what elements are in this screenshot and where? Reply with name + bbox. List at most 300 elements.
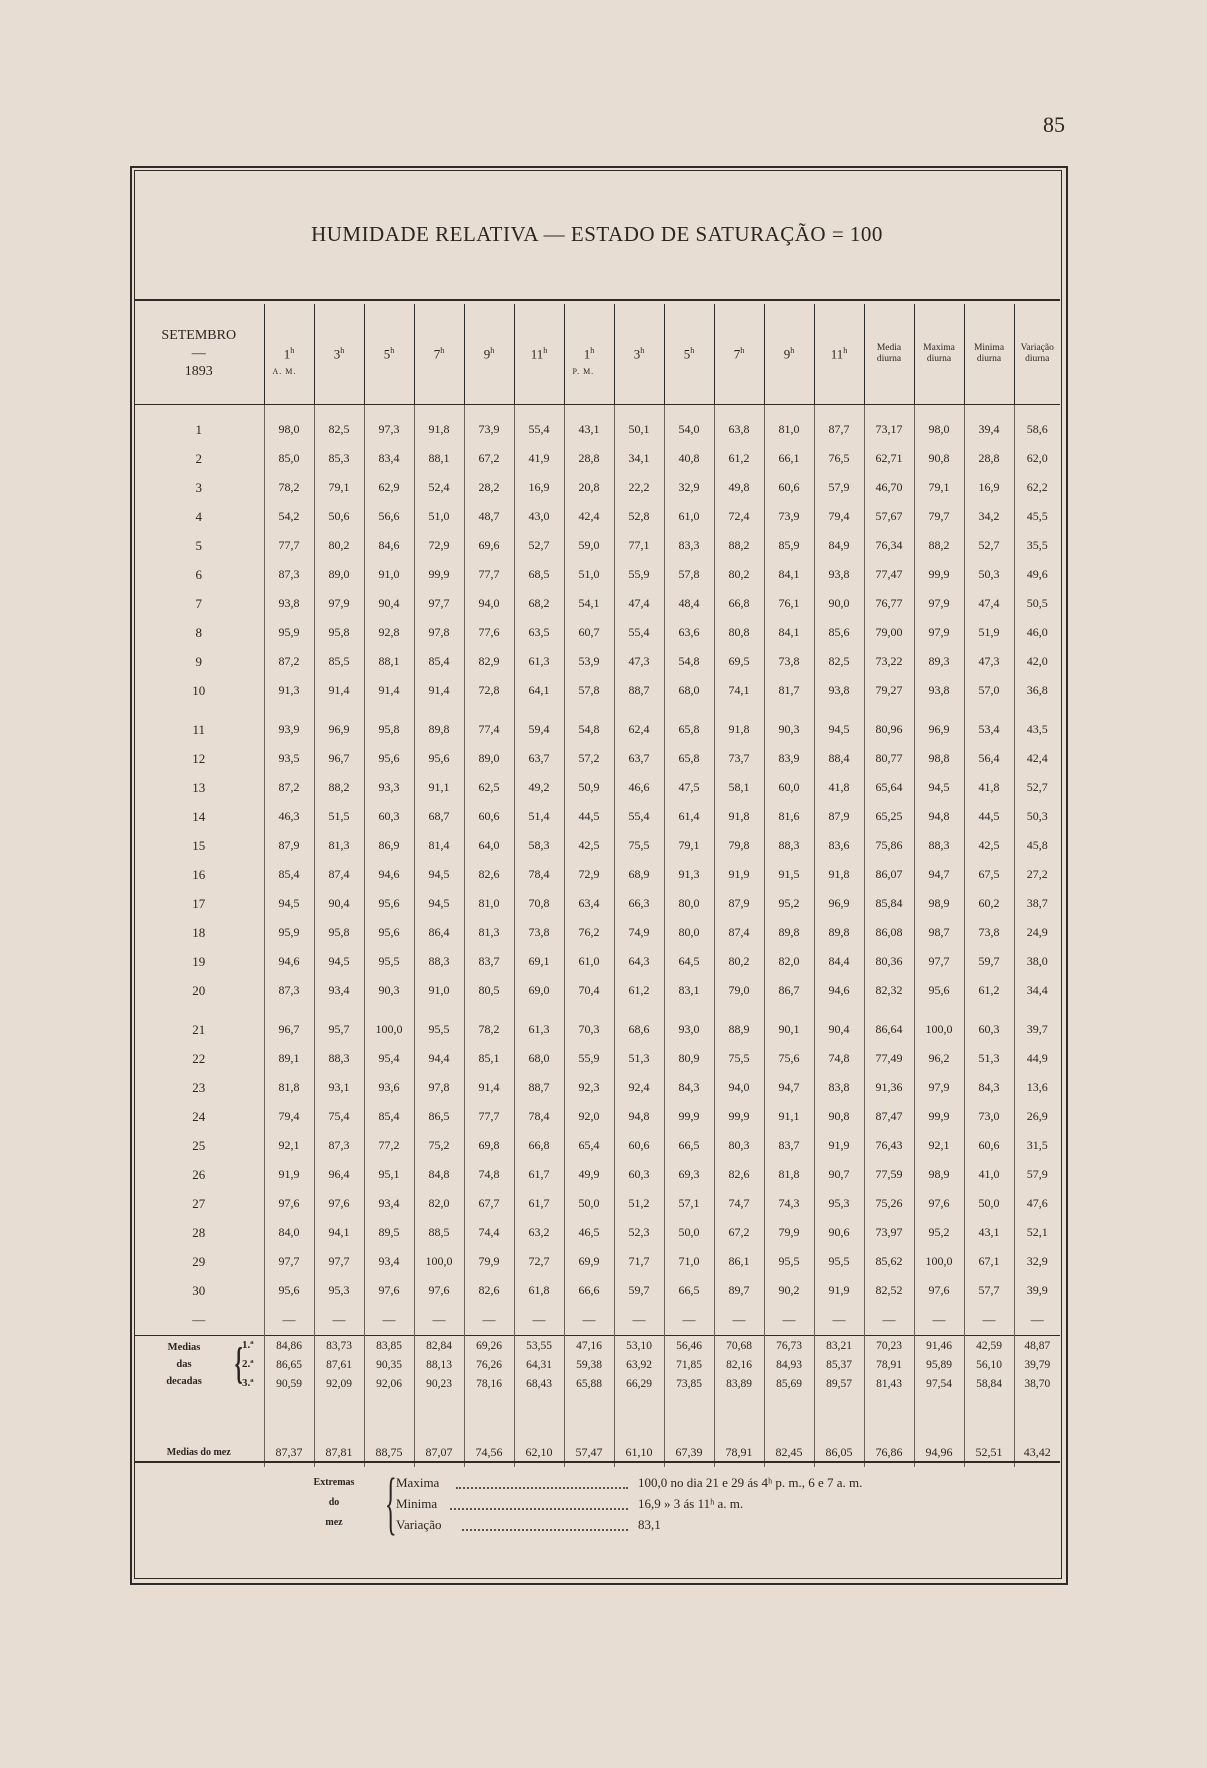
decade-value: 95,89 bbox=[914, 1355, 964, 1374]
data-cell: 80,5 bbox=[464, 976, 514, 1005]
data-cell: 55,4 bbox=[614, 618, 664, 647]
data-cell: 75,5 bbox=[614, 831, 664, 860]
spacer-cell bbox=[514, 1005, 564, 1015]
data-cell: 41,8 bbox=[814, 773, 864, 802]
data-cell: 97,9 bbox=[314, 589, 364, 618]
data-cell: 49,2 bbox=[514, 773, 564, 802]
data-cell: 74,3 bbox=[764, 1189, 814, 1218]
data-cell: 85,3 bbox=[314, 444, 364, 473]
data-cell: 76,1 bbox=[764, 589, 814, 618]
decade-value: 53,10 bbox=[614, 1336, 664, 1355]
data-cell: 42,4 bbox=[1014, 744, 1060, 773]
data-cell: 95,5 bbox=[814, 1247, 864, 1276]
data-cell: 81,8 bbox=[264, 1073, 314, 1102]
data-cell: 97,8 bbox=[414, 618, 464, 647]
minima-header-label: Minima diurna bbox=[973, 343, 1005, 364]
extremas-brace: { bbox=[384, 1465, 397, 1542]
extremas-maxima-name: Maxima bbox=[396, 1475, 440, 1490]
data-cell: 88,1 bbox=[414, 444, 464, 473]
data-cell: 94,8 bbox=[914, 802, 964, 831]
data-cell: 97,6 bbox=[914, 1189, 964, 1218]
data-cell: 44,9 bbox=[1014, 1044, 1060, 1073]
dot-leader bbox=[456, 1477, 628, 1489]
data-cell: 27,2 bbox=[1014, 860, 1060, 889]
data-cell: 74,4 bbox=[464, 1218, 514, 1247]
pm-label: P. M. bbox=[572, 367, 595, 376]
data-cell: 86,7 bbox=[764, 976, 814, 1005]
day-number: 17 bbox=[192, 895, 206, 911]
table-row bbox=[134, 918, 1060, 947]
data-cell: 84,3 bbox=[964, 1073, 1014, 1102]
spacer-cell bbox=[134, 405, 264, 416]
data-cell: 94,5 bbox=[414, 889, 464, 918]
data-cell: 34,2 bbox=[964, 502, 1014, 531]
data-cell: 60,6 bbox=[614, 1131, 664, 1160]
data-cell: 98,8 bbox=[914, 744, 964, 773]
spacer-row bbox=[134, 1393, 1060, 1437]
table-row bbox=[134, 802, 1060, 831]
dash-cell: — bbox=[1014, 1305, 1060, 1336]
data-cell: 91,8 bbox=[714, 802, 764, 831]
data-cell: 74,7 bbox=[714, 1189, 764, 1218]
data-cell: 74,8 bbox=[814, 1044, 864, 1073]
data-cell: 89,8 bbox=[764, 918, 814, 947]
data-cell: 81,4 bbox=[414, 831, 464, 860]
hour-number: 3 bbox=[333, 346, 341, 362]
data-cell: 96,9 bbox=[814, 889, 864, 918]
data-cell: 83,7 bbox=[764, 1131, 814, 1160]
data-cell: 54,8 bbox=[564, 715, 614, 744]
data-cell: 90,4 bbox=[814, 1015, 864, 1044]
data-cell: 98,9 bbox=[914, 1160, 964, 1189]
data-cell: 63,2 bbox=[514, 1218, 564, 1247]
data-cell: 88,3 bbox=[764, 831, 814, 860]
data-cell: 97,7 bbox=[914, 947, 964, 976]
data-cell: 74,1 bbox=[714, 676, 764, 705]
spacer-cell bbox=[714, 1005, 764, 1015]
data-cell: 42,5 bbox=[964, 831, 1014, 860]
data-cell: 94,5 bbox=[264, 889, 314, 918]
hour-number: 9 bbox=[783, 346, 791, 362]
data-cell: 95,6 bbox=[364, 744, 414, 773]
data-cell: 94,5 bbox=[414, 860, 464, 889]
data-cell: 49,9 bbox=[564, 1160, 614, 1189]
data-cell: 49,8 bbox=[714, 473, 764, 502]
decade-value: 90,35 bbox=[364, 1355, 414, 1374]
medias-mez-value: 78,91 bbox=[714, 1437, 764, 1467]
data-cell: 93,6 bbox=[364, 1073, 414, 1102]
dash-cell: — bbox=[764, 1305, 814, 1336]
data-cell: 47,3 bbox=[964, 647, 1014, 676]
dash-cell: — bbox=[564, 1305, 614, 1336]
data-cell: 93,4 bbox=[364, 1189, 414, 1218]
hour-suffix: h bbox=[340, 345, 345, 355]
spacer-cell bbox=[914, 405, 964, 416]
title-row bbox=[134, 170, 1060, 301]
data-cell: 65,8 bbox=[664, 744, 714, 773]
data-cell: 42,4 bbox=[564, 502, 614, 531]
data-cell: 57,67 bbox=[864, 502, 914, 531]
data-cell: 92,4 bbox=[614, 1073, 664, 1102]
decade-value: 65,88 bbox=[564, 1374, 614, 1393]
data-cell: 91,0 bbox=[414, 976, 464, 1005]
day-number: 19 bbox=[192, 953, 206, 969]
data-cell: 69,9 bbox=[564, 1247, 614, 1276]
data-cell: 99,9 bbox=[664, 1102, 714, 1131]
day-number: 12 bbox=[192, 750, 206, 766]
decade-value: 83,89 bbox=[714, 1374, 764, 1393]
spacer-cell bbox=[864, 1393, 914, 1437]
data-cell: 50,3 bbox=[964, 560, 1014, 589]
data-cell: 58,1 bbox=[714, 773, 764, 802]
decade-value: 76,73 bbox=[764, 1336, 814, 1355]
hour-header-3 bbox=[364, 304, 414, 405]
data-cell: 61,7 bbox=[514, 1160, 564, 1189]
data-cell: 99,9 bbox=[914, 560, 964, 589]
spacer-cell bbox=[664, 1005, 714, 1015]
data-cell: 75,6 bbox=[764, 1044, 814, 1073]
data-cell: 81,0 bbox=[764, 415, 814, 444]
spacer-cell bbox=[814, 705, 864, 715]
data-cell: 57,0 bbox=[964, 676, 1014, 705]
data-cell: 90,0 bbox=[814, 589, 864, 618]
data-cell: 57,2 bbox=[564, 744, 614, 773]
spacer-row bbox=[134, 1005, 1060, 1015]
spacer-cell bbox=[764, 405, 814, 416]
table-row bbox=[134, 1160, 1060, 1189]
data-cell: 38,0 bbox=[1014, 947, 1060, 976]
medias-mez-value: 74,56 bbox=[464, 1437, 514, 1467]
data-cell: 32,9 bbox=[1014, 1247, 1060, 1276]
data-cell: 68,0 bbox=[664, 676, 714, 705]
data-cell: 69,0 bbox=[514, 976, 564, 1005]
spacer-row bbox=[134, 405, 1060, 416]
data-cell: 16,9 bbox=[514, 473, 564, 502]
table-row bbox=[134, 831, 1060, 860]
data-cell: 87,4 bbox=[714, 918, 764, 947]
data-cell: 82,0 bbox=[764, 947, 814, 976]
data-cell: 34,1 bbox=[614, 444, 664, 473]
data-cell: 78,2 bbox=[264, 473, 314, 502]
data-cell: 24,9 bbox=[1014, 918, 1060, 947]
dash-row bbox=[134, 1305, 1060, 1336]
data-cell: 39,9 bbox=[1014, 1276, 1060, 1305]
data-cell: 95,4 bbox=[364, 1044, 414, 1073]
data-cell: 62,4 bbox=[614, 715, 664, 744]
data-cell: 57,7 bbox=[964, 1276, 1014, 1305]
data-cell: 98,9 bbox=[914, 889, 964, 918]
data-cell: 45,5 bbox=[1014, 502, 1060, 531]
hour-suffix: h bbox=[640, 345, 645, 355]
data-cell: 87,47 bbox=[864, 1102, 914, 1131]
spacer-cell bbox=[514, 405, 564, 416]
decade-value: 83,73 bbox=[314, 1336, 364, 1355]
spacer-cell bbox=[314, 405, 364, 416]
data-cell: 73,17 bbox=[864, 415, 914, 444]
decade-ordinal: 1.ª bbox=[242, 1339, 254, 1351]
data-cell: 79,00 bbox=[864, 618, 914, 647]
dash-cell: — bbox=[964, 1305, 1014, 1336]
data-cell: 53,4 bbox=[964, 715, 1014, 744]
data-cell: 47,6 bbox=[1014, 1189, 1060, 1218]
data-cell: 91,5 bbox=[764, 860, 814, 889]
month-year-header bbox=[134, 304, 264, 405]
data-cell: 91,8 bbox=[714, 715, 764, 744]
spacer-cell bbox=[414, 1393, 464, 1437]
data-cell: 83,6 bbox=[814, 831, 864, 860]
dash-cell: — bbox=[264, 1305, 314, 1336]
maxima-header-label: Maxima diurna bbox=[923, 343, 955, 364]
data-cell: 86,4 bbox=[414, 918, 464, 947]
hour-label bbox=[665, 346, 714, 362]
day-number: 14 bbox=[192, 808, 206, 824]
data-cell: 98,7 bbox=[914, 918, 964, 947]
hour-label bbox=[515, 346, 564, 362]
data-cell: 63,7 bbox=[514, 744, 564, 773]
spacer-cell bbox=[714, 705, 764, 715]
data-cell: 91,36 bbox=[864, 1073, 914, 1102]
medias-mez-value: 62,10 bbox=[514, 1437, 564, 1467]
data-cell: 88,3 bbox=[914, 831, 964, 860]
spacer-cell bbox=[1014, 1005, 1060, 1015]
hour-header-8 bbox=[614, 304, 664, 405]
spacer-cell bbox=[664, 405, 714, 416]
spacer-cell bbox=[764, 1005, 814, 1015]
data-cell: 82,32 bbox=[864, 976, 914, 1005]
data-cell: 92,0 bbox=[564, 1102, 614, 1131]
decade-value: 85,37 bbox=[814, 1355, 864, 1374]
data-cell: 95,2 bbox=[764, 889, 814, 918]
data-cell: 97,9 bbox=[914, 589, 964, 618]
dash-cell: — bbox=[514, 1305, 564, 1336]
data-cell: 97,6 bbox=[264, 1189, 314, 1218]
data-cell: 51,0 bbox=[564, 560, 614, 589]
data-cell: 97,6 bbox=[414, 1276, 464, 1305]
spacer-cell bbox=[814, 405, 864, 416]
data-cell: 43,1 bbox=[564, 415, 614, 444]
hour-label bbox=[715, 346, 764, 362]
data-cell: 57,9 bbox=[1014, 1160, 1060, 1189]
data-cell: 50,0 bbox=[964, 1189, 1014, 1218]
spacer-cell bbox=[714, 1393, 764, 1437]
data-cell: 62,0 bbox=[1014, 444, 1060, 473]
data-cell: 62,5 bbox=[464, 773, 514, 802]
medias-mez-value: 82,45 bbox=[764, 1437, 814, 1467]
table-row bbox=[134, 1218, 1060, 1247]
data-cell: 79,4 bbox=[264, 1102, 314, 1131]
data-cell: 95,6 bbox=[264, 1276, 314, 1305]
hour-label bbox=[815, 346, 864, 362]
decade-value: 48,87 bbox=[1014, 1336, 1060, 1355]
data-cell: 65,64 bbox=[864, 773, 914, 802]
data-cell: 79,8 bbox=[714, 831, 764, 860]
data-cell: 95,9 bbox=[264, 918, 314, 947]
data-cell: 95,9 bbox=[264, 618, 314, 647]
data-cell: 52,4 bbox=[414, 473, 464, 502]
decade-value: 69,26 bbox=[464, 1336, 514, 1355]
data-cell: 74,9 bbox=[614, 918, 664, 947]
data-cell: 77,7 bbox=[264, 531, 314, 560]
spacer-cell bbox=[914, 1005, 964, 1015]
data-cell: 41,9 bbox=[514, 444, 564, 473]
data-cell: 64,0 bbox=[464, 831, 514, 860]
hour-number: 1 bbox=[283, 346, 291, 362]
hour-number: 11 bbox=[530, 346, 544, 362]
table-row bbox=[134, 947, 1060, 976]
data-cell: 91,9 bbox=[264, 1160, 314, 1189]
data-cell: 61,2 bbox=[614, 976, 664, 1005]
decade-value: 71,85 bbox=[664, 1355, 714, 1374]
data-cell: 72,4 bbox=[714, 502, 764, 531]
data-cell: 84,3 bbox=[664, 1073, 714, 1102]
data-cell: 41,0 bbox=[964, 1160, 1014, 1189]
media-header bbox=[864, 304, 914, 405]
day-number: 11 bbox=[192, 721, 206, 737]
decade-value: 87,61 bbox=[314, 1355, 364, 1374]
spacer-cell bbox=[1014, 705, 1060, 715]
data-cell: 91,4 bbox=[414, 676, 464, 705]
decade-value: 78,91 bbox=[864, 1355, 914, 1374]
data-cell: 85,4 bbox=[414, 647, 464, 676]
day-number: 4 bbox=[195, 508, 202, 524]
data-cell: 87,3 bbox=[264, 560, 314, 589]
spacer-cell bbox=[264, 705, 314, 715]
data-cell: 61,3 bbox=[514, 647, 564, 676]
data-cell: 83,3 bbox=[664, 531, 714, 560]
hour-header-11 bbox=[764, 304, 814, 405]
data-cell: 63,6 bbox=[664, 618, 714, 647]
decade-value: 90,59 bbox=[264, 1374, 314, 1393]
data-cell: 70,8 bbox=[514, 889, 564, 918]
data-cell: 51,3 bbox=[964, 1044, 1014, 1073]
decade-value: 47,16 bbox=[564, 1336, 614, 1355]
data-cell: 91,9 bbox=[814, 1131, 864, 1160]
data-cell: 54,2 bbox=[264, 502, 314, 531]
hour-header-1 bbox=[264, 304, 314, 405]
data-cell: 88,2 bbox=[714, 531, 764, 560]
decade-ordinal: 3.ª bbox=[242, 1377, 254, 1389]
decade-value: 56,10 bbox=[964, 1355, 1014, 1374]
data-cell: 61,4 bbox=[664, 802, 714, 831]
data-cell: 72,8 bbox=[464, 676, 514, 705]
spacer-cell bbox=[564, 405, 614, 416]
data-cell: 97,9 bbox=[914, 618, 964, 647]
table-row bbox=[134, 473, 1060, 502]
decade-value: 92,06 bbox=[364, 1374, 414, 1393]
data-cell: 82,6 bbox=[714, 1160, 764, 1189]
data-cell: 95,6 bbox=[364, 889, 414, 918]
data-cell: 31,5 bbox=[1014, 1131, 1060, 1160]
hour-header-12 bbox=[814, 304, 864, 405]
data-cell: 87,2 bbox=[264, 773, 314, 802]
data-cell: 66,6 bbox=[564, 1276, 614, 1305]
data-cell: 80,2 bbox=[314, 531, 364, 560]
data-cell: 86,07 bbox=[864, 860, 914, 889]
medias-mez-value: 88,75 bbox=[364, 1437, 414, 1467]
data-cell: 65,8 bbox=[664, 715, 714, 744]
hour-number: 5 bbox=[683, 346, 691, 362]
day-number: 23 bbox=[192, 1079, 206, 1095]
data-cell: 93,8 bbox=[264, 589, 314, 618]
spacer-cell bbox=[714, 405, 764, 416]
data-cell: 88,2 bbox=[314, 773, 364, 802]
data-cell: 63,4 bbox=[564, 889, 614, 918]
day-number: 30 bbox=[192, 1282, 206, 1298]
spacer-cell bbox=[764, 1393, 814, 1437]
spacer-cell bbox=[664, 1393, 714, 1437]
data-cell: 80,9 bbox=[664, 1044, 714, 1073]
data-cell: 28,8 bbox=[564, 444, 614, 473]
day-number: 10 bbox=[192, 682, 206, 698]
data-cell: 65,4 bbox=[564, 1131, 614, 1160]
data-cell: 82,5 bbox=[814, 647, 864, 676]
day-number: 3 bbox=[195, 479, 202, 495]
data-cell: 60,7 bbox=[564, 618, 614, 647]
spacer-cell bbox=[1014, 405, 1060, 416]
data-cell: 76,77 bbox=[864, 589, 914, 618]
dot-leader bbox=[462, 1519, 628, 1531]
hour-header-7 bbox=[564, 304, 614, 405]
data-cell: 87,3 bbox=[264, 976, 314, 1005]
medias-mez-value: 67,39 bbox=[664, 1437, 714, 1467]
data-cell: 91,1 bbox=[414, 773, 464, 802]
data-cell: 65,25 bbox=[864, 802, 914, 831]
hour-label bbox=[365, 346, 414, 362]
data-cell: 59,7 bbox=[964, 947, 1014, 976]
medias-mez-value: 87,07 bbox=[414, 1437, 464, 1467]
data-cell: 26,9 bbox=[1014, 1102, 1060, 1131]
data-cell: 73,9 bbox=[464, 415, 514, 444]
hour-suffix: h bbox=[740, 345, 745, 355]
dash-cell: — bbox=[364, 1305, 414, 1336]
hour-number: 3 bbox=[633, 346, 641, 362]
data-cell: 54,1 bbox=[564, 589, 614, 618]
data-cell: 94,0 bbox=[464, 589, 514, 618]
data-cell: 54,0 bbox=[664, 415, 714, 444]
data-cell: 78,4 bbox=[514, 860, 564, 889]
data-cell: 88,7 bbox=[514, 1073, 564, 1102]
table-row bbox=[134, 1015, 1060, 1044]
decade-value: 53,55 bbox=[514, 1336, 564, 1355]
data-cell: 60,6 bbox=[964, 1131, 1014, 1160]
data-cell: 84,8 bbox=[414, 1160, 464, 1189]
data-cell: 91,9 bbox=[714, 860, 764, 889]
spacer-cell bbox=[964, 705, 1014, 715]
table-row bbox=[134, 773, 1060, 802]
data-cell: 67,2 bbox=[464, 444, 514, 473]
decade-value: 76,26 bbox=[464, 1355, 514, 1374]
decade-value: 91,46 bbox=[914, 1336, 964, 1355]
data-cell: 98,0 bbox=[914, 415, 964, 444]
data-cell: 44,5 bbox=[964, 802, 1014, 831]
data-cell: 61,0 bbox=[664, 502, 714, 531]
data-cell: 56,6 bbox=[364, 502, 414, 531]
data-cell: 90,3 bbox=[764, 715, 814, 744]
data-cell: 89,8 bbox=[414, 715, 464, 744]
table-row bbox=[134, 715, 1060, 744]
data-cell: 58,3 bbox=[514, 831, 564, 860]
data-cell: 66,5 bbox=[664, 1276, 714, 1305]
decade-value: 84,93 bbox=[764, 1355, 814, 1374]
data-cell: 79,1 bbox=[914, 473, 964, 502]
data-cell: 32,9 bbox=[664, 473, 714, 502]
hour-number: 1 bbox=[583, 346, 591, 362]
data-cell: 93,9 bbox=[264, 715, 314, 744]
decade-value: 59,38 bbox=[564, 1355, 614, 1374]
data-cell: 95,6 bbox=[914, 976, 964, 1005]
decade-value: 70,68 bbox=[714, 1336, 764, 1355]
hour-header-2 bbox=[314, 304, 364, 405]
